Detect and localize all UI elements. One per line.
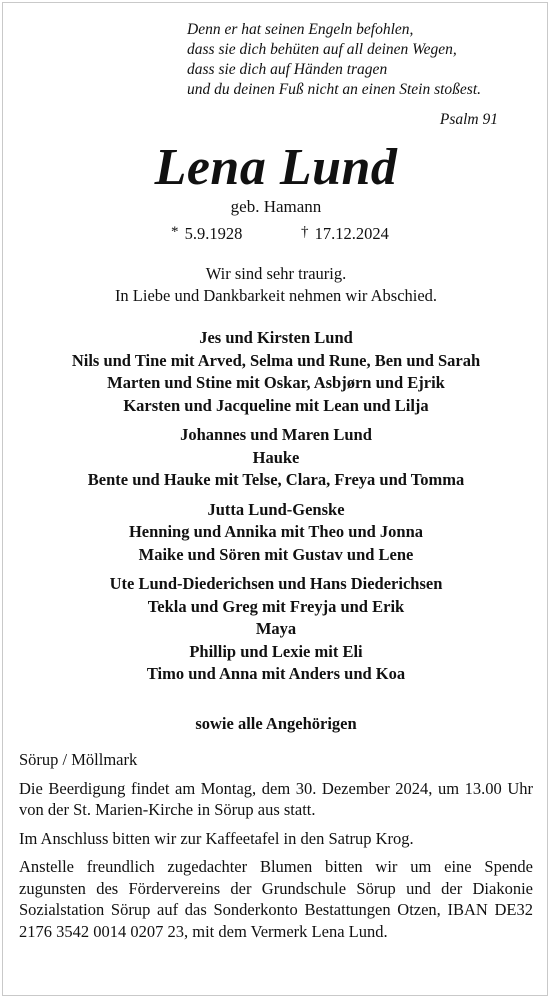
death-symbol: †: [301, 224, 309, 240]
family-group: [0, 573, 552, 686]
family-line: Maike und Sören mit Gustav und Lene: [138, 544, 414, 564]
family-group: [0, 424, 552, 492]
family-line: Jutta Lund-Genske: [207, 499, 345, 519]
birth-date: [171, 224, 242, 244]
family-line: Bente und Hauke mit Telse, Clara, Freya und Tomma: [87, 470, 465, 489]
family-line: Ute Lund-Diederichsen und Hans Diederichsen: [109, 574, 443, 593]
farewell-intro: [0, 263, 552, 307]
reception-paragraph: Im Anschluss bitten wir zur Kaffeetafel in den Satrup Krog.: [19, 828, 414, 848]
family-line: Timo und Anna mit Anders und Koa: [146, 664, 406, 683]
birth-date-value: 5.9.1928: [184, 224, 243, 243]
funeral-details: [19, 749, 533, 949]
intro-line: Wir sind sehr traurig.: [205, 264, 347, 283]
bible-verse: [187, 20, 537, 100]
verse-line: Denn er hat seinen Engeln befohlen,: [187, 21, 414, 38]
intro-line: In Liebe und Dankbarkeit nehmen wir Abschied.: [114, 286, 438, 305]
family-line: Henning und Annika mit Theo und Jonna: [128, 522, 424, 541]
birth-symbol: *: [171, 224, 179, 240]
family-line: Jes und Kirsten Lund: [199, 328, 353, 347]
funeral-paragraph: Die Beerdigung findet am Montag, dem 30. Dezember 2024, um 13.00 Uhr von der St. Marien-Kirche in Sörup aus statt.: [19, 778, 533, 819]
family-line: Hauke: [252, 447, 300, 467]
family-line: Karsten und Jacqueline mit Lean und Lilja: [123, 395, 429, 415]
death-date-value: 17.12.2024: [314, 224, 389, 243]
family-group: [0, 499, 552, 567]
verse-line: dass sie dich behüten auf all deinen Wegen,: [187, 41, 457, 58]
location-line: Sörup / Möllmark: [19, 750, 138, 769]
family-line: Nils und Tine mit Arved, Selma und Rune, Ben und Sarah: [71, 350, 481, 370]
family-line: Phillip und Lexie mit Eli: [189, 641, 363, 661]
family-line: Johannes und Maren Lund: [180, 425, 372, 444]
deceased-name: Lena Lund: [154, 139, 398, 196]
family-line: Tekla und Greg mit Freyja und Erik: [147, 596, 405, 616]
death-date: [301, 224, 389, 244]
family-line: Marten und Stine mit Oskar, Asbjørn und Ejrik: [107, 373, 445, 392]
verse-line: dass sie dich auf Händen tragen: [187, 61, 388, 78]
birth-name: geb. Hamann: [230, 197, 322, 216]
mourners-list: [0, 327, 552, 693]
verse-source: Psalm 91: [439, 111, 498, 128]
family-line: Maya: [255, 619, 297, 638]
verse-line: und du deinen Fuß nicht an einen Stein stoßest.: [187, 81, 482, 98]
family-group: [0, 327, 552, 417]
donation-paragraph: Anstelle freundlich zugedachter Blumen bitten wir um eine Spende zugunsten des Fördervereins der Grundschule Sörup und der Diakonie Sozialstation Sörup auf das Sonderkonto Bestattungen Otzen, IBAN DE32 2176 3542 0014 0207 23, mit dem Vermerk Lena Lund.: [19, 857, 533, 941]
closing-line: sowie alle Angehörigen: [195, 714, 357, 733]
